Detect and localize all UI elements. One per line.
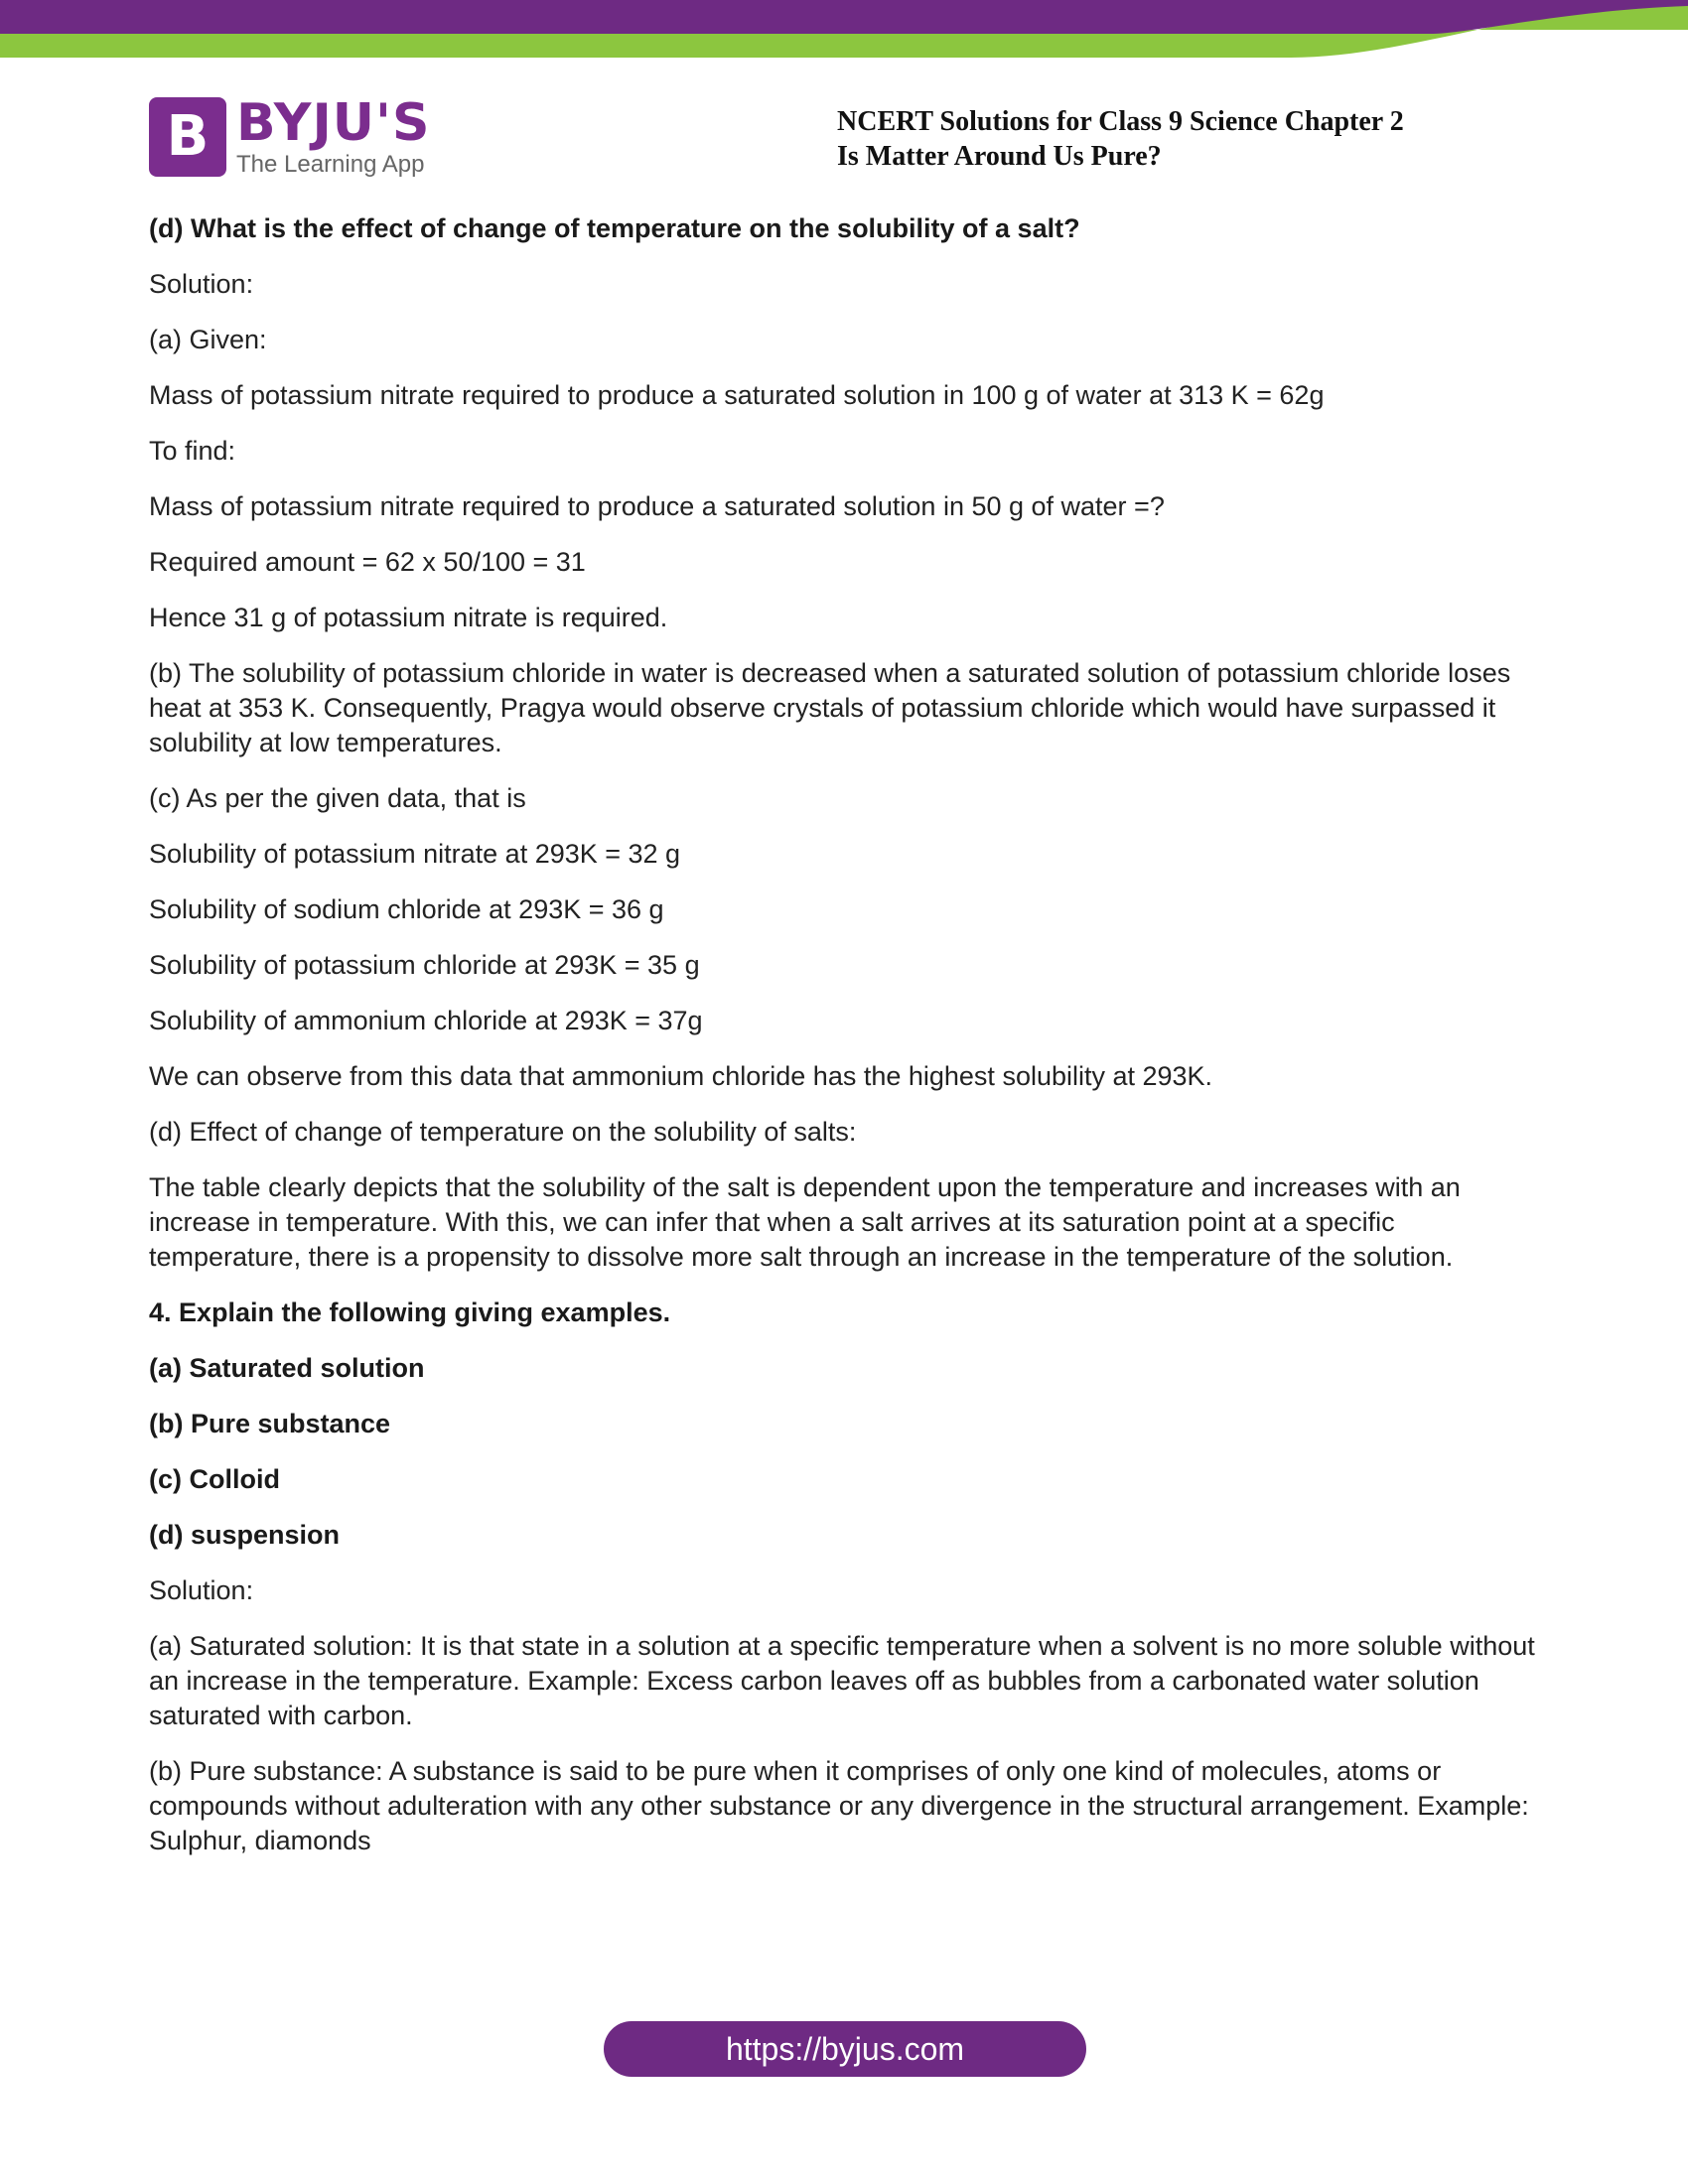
title-line-1: NCERT Solutions for Class 9 Science Chapter 2 [837, 106, 1404, 137]
answer-paragraph: (d) Effect of change of temperature on the solubility of salts: [149, 1117, 857, 1147]
question-subpart: (d) suspension [149, 1520, 341, 1550]
question-subpart: (a) Saturated solution [149, 1353, 425, 1383]
answer-paragraph: (b) Pure substance: A substance is said to be pure when it comprises of only one kind of molecules, atoms or compounds without adulteration with any other substance or any divergence in the structural arrangement. Example: Sulphur, diamonds [149, 1756, 1529, 1855]
answer-paragraph: To find: [149, 436, 236, 466]
logo-name: BYJU'S [236, 93, 431, 153]
question-subpart: (b) Pure substance [149, 1409, 391, 1438]
answer-paragraph: (a) Given: [149, 325, 267, 354]
question-subpart: (c) Colloid [149, 1464, 280, 1494]
logo-letter: B [166, 104, 210, 169]
answer-paragraph: Solubility of ammonium chloride at 293K = 37g [149, 1006, 703, 1035]
solution-label: Solution: [149, 1575, 254, 1605]
logo-tagline: The Learning App [236, 151, 425, 178]
answer-paragraph: Mass of potassium nitrate required to produce a saturated solution in 100 g of water at 313 K = 62g [149, 380, 1325, 410]
website-link[interactable]: https://byjus.com [604, 2021, 1086, 2077]
answer-paragraph: Solubility of potassium nitrate at 293K = 32 g [149, 839, 681, 869]
answer-paragraph: We can observe from this data that ammonium chloride has the highest solubility at 293K. [149, 1061, 1213, 1091]
answer-paragraph: The table clearly depicts that the solubility of the salt is dependent upon the temperature and increases with an increase in temperature. With this, we can infer that when a salt arrives at its saturation point at a specific temperature, there is a propensity to dissolve more salt through an increase in the temperature of the solution. [149, 1172, 1461, 1272]
answer-paragraph: Solubility of potassium chloride at 293K = 35 g [149, 950, 700, 980]
title-line-2: Is Matter Around Us Pure? [837, 141, 1162, 172]
answer-paragraph: Mass of potassium nitrate required to produce a saturated solution in 50 g of water =? [149, 491, 1165, 521]
answer-paragraph: (a) Saturated solution: It is that state in a solution at a specific temperature when a solvent is no more soluble without an increase in the temperature. Example: Excess carbon leaves off as bubbles from a carbonated water solution saturated with carbon. [149, 1631, 1535, 1730]
purple-band [0, 0, 1688, 34]
answer-paragraph: (b) The solubility of potassium chloride in water is decreased when a saturated solution of potassium chloride loses heat at 353 K. Consequently, Pragya would observe crystals of potassium chloride which would have surpassed it solubility at low temperatures. [149, 658, 1511, 757]
answer-paragraph: Solubility of sodium chloride at 293K = 36 g [149, 894, 664, 924]
document-title [837, 104, 1592, 174]
answer-paragraph: (c) As per the given data, that is [149, 783, 526, 813]
answer-paragraph: Hence 31 g of potassium nitrate is required. [149, 603, 668, 632]
document-body [149, 211, 1539, 1879]
question-heading: 4. Explain the following giving examples. [149, 1297, 671, 1327]
solution-label: Solution: [149, 269, 254, 299]
logo-mark [149, 97, 226, 177]
answer-paragraph: Required amount = 62 x 50/100 = 31 [149, 547, 586, 577]
question-heading: (d) What is the effect of change of temperature on the solubility of a salt? [149, 213, 1080, 243]
byjus-logo[interactable] [149, 93, 447, 181]
header-decoration-bars [0, 0, 1688, 69]
